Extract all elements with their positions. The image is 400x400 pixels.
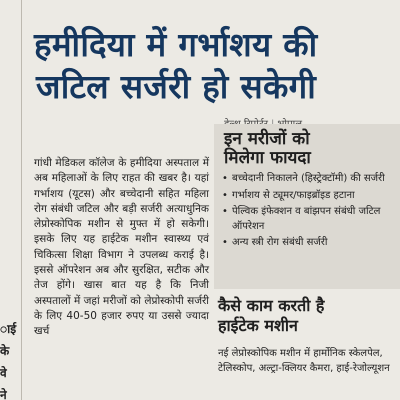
list-item: [222, 236, 392, 251]
box-title-line-2: मिलेगा फायदा: [224, 148, 311, 168]
adjacent-column-fragment: [0, 0, 20, 400]
list-item-text: गर्भाशय से ट्यूमर/फाइब्रॉइड हटाना: [232, 189, 355, 201]
headline-line-2: जटिल सर्जरी हो सकेगी: [36, 67, 317, 106]
list-item-text: पेल्विक इंफेक्शन व बांझपन संबंधी जटिल ऑपरेशन: [232, 206, 381, 232]
list-item: [222, 205, 392, 234]
headline-line-1: हमीदिया में गर्भाशय की: [34, 25, 318, 64]
article-paragraph: गांधी मेडिकल कॉलेज के हमीदिया अस्पताल में अब महिलाओं के लिए राहत की खबर है। यहां गर्भाशय (यूटस) और बच्चेदानी सहित महिला रोग संबंधी जटिल और बड़ी सर्जरी अत्याधुनिक लेप्रोस्कोपिक मशीन से मुफ्त में हो सकेगी। इसके लिए यह हाईटेक मशीन स्वास्थ्य एवं चिकित्सा शिक्षा विभाग ने उपलब्ध कराई है। इससे ऑपरेशन अब और सुरक्षित, सटीक और तेज होंगे। खास बात यह है कि निजी अस्पतालों में जहां मरीजों को लेप्रोस्कोपी सर्जरी के लिए 40-50 हजार रुपए या उससे ज्यादा खर्च: [34, 157, 209, 338]
headline: [34, 24, 400, 108]
section-heading-line-2: हाईटेक मशीन: [218, 316, 298, 335]
adjacent-text-fragment: ाई: [0, 322, 17, 336]
bullet-icon: •: [222, 173, 228, 184]
bullet-icon: •: [222, 189, 228, 201]
adjacent-text-fragment: वे: [0, 366, 7, 380]
section-heading-line-1: कैसे काम करती है: [218, 296, 325, 315]
section-heading: [218, 296, 398, 336]
box-title-line-1: इन मरीजों को: [224, 129, 310, 149]
beneficiaries-box: [214, 124, 400, 289]
bullet-icon: •: [222, 237, 228, 248]
list-item-text: अन्य स्त्री रोग संबंधी सर्जरी: [232, 237, 328, 248]
beneficiaries-list: [222, 172, 392, 253]
adjacent-text-fragment: के: [0, 344, 10, 358]
section-text: नई लेप्रोस्कोपिक मशीन में हार्मोनिक स्केलपेल, टेलिस्कोप, अल्ट्रा-क्लियर कैमरा, हाई-रेजोल्यूशन: [218, 348, 390, 374]
column-divider: [21, 0, 22, 400]
list-item: [222, 189, 392, 204]
list-item: [222, 172, 392, 187]
article-body: [34, 156, 209, 340]
adjacent-text-fragment: ने: [0, 388, 7, 400]
list-item-text: बच्चेदानी निकालने (हिस्ट्रेक्टॉमी) की सर्जरी: [232, 173, 385, 184]
bullet-icon: •: [222, 206, 228, 217]
box-title: [224, 130, 311, 168]
